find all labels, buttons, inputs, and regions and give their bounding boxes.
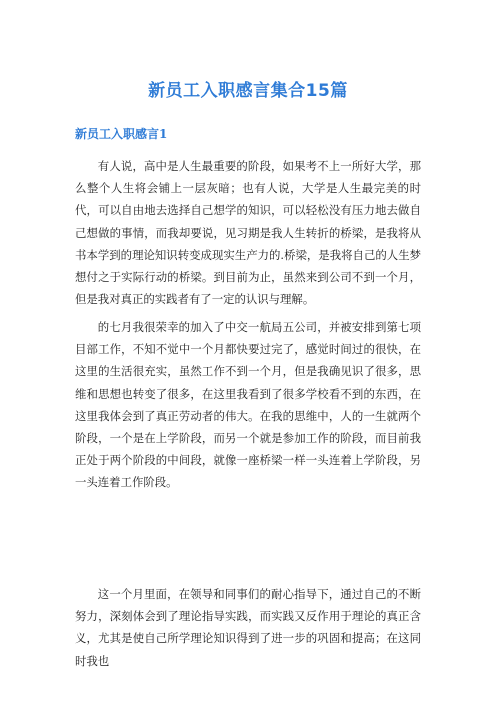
body-paragraph: 的七月我很荣幸的加入了中交一航局五公司，并被安排到第七项目部工作，不知不觉中一个月都快要过完了，感觉时间过的很快，在这里的生活很充实，虽然工作不到一个月，但是我确见识了很多，思维和思想也转变了很多，在这里我看到了很多学校看不到的东西，在这里我体会到了真正劳动者的伟大。在我的思维中，人的一生就两个阶段，一个是在上学阶段，而另一个就是参加工作的阶段，而目前我正处于两个阶段的中间段，就像一座桥梁一样一头连着上学阶段，另一头连着工作阶段。 xyxy=(75,320,421,490)
body-paragraph: 有人说，高中是人生最重要的阶段，如果考不上一所好大学，那么整个人生将会铺上一层灰暗；也有人说，大学是人生最完美的时代，可以自由地去选择自己想学的知识，可以轻松没有压力地去做自己想做的事情，而我却要说，见习期是我人生转折的桥梁，是我将从书本学到的理论知识转变成现实生产力的.桥梁，是我将自己的人生梦想付之于实际行动的桥梁。到目前为止，虽然来到公司不到一个月，但是我对真正的实践者有了一定的认识与理解。 xyxy=(75,159,421,307)
body-paragraph: 这一个月里面，在领导和同事们的耐心指导下，通过自己的不断努力，深刻体会到了理论指导实践，而实践又反作用于理论的真正含义，尤其是使自己所学理论知识得到了进一步的巩固和提高；在这同时我也 xyxy=(75,587,421,668)
section-heading: 新员工入职感言1 xyxy=(75,127,168,141)
document-title: 新员工入职感言集合15篇 xyxy=(148,81,348,101)
